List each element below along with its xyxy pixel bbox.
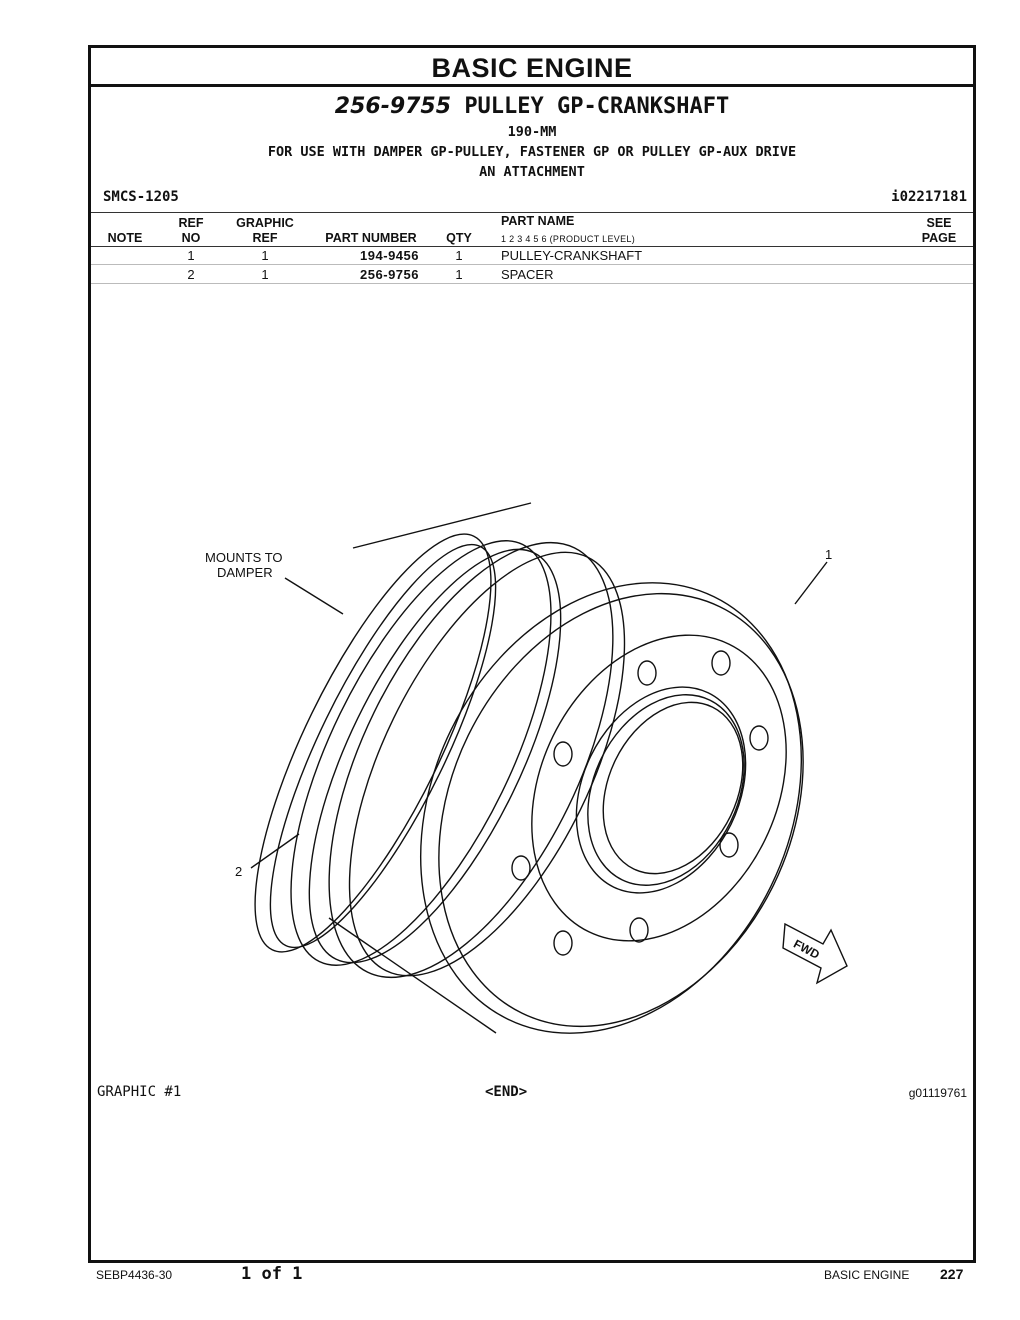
bolt-hole-7: [512, 856, 530, 880]
header-qty: QTY: [446, 231, 472, 245]
row1-part-name: PULLEY-CRANKSHAFT: [501, 248, 643, 263]
bolt-hole-8: [554, 742, 572, 766]
callout-1: 1: [825, 547, 833, 562]
callout-mounts-line2: DAMPER: [217, 565, 273, 580]
row2-ref-no: 2: [187, 267, 195, 282]
groove-rim-2: [259, 515, 612, 997]
smcs-code: SMCS-1205: [103, 189, 179, 205]
leader-mounts: [285, 578, 343, 614]
header-graphic-bottom: REF: [252, 231, 278, 245]
row2-graphic-ref: 1: [261, 267, 269, 282]
row1-ref-no: 1: [187, 248, 195, 263]
bolt-hole-4: [720, 833, 738, 857]
callout-2: 2: [235, 864, 243, 879]
bolt-hole-6: [554, 931, 572, 955]
header-part-name: PART NAME: [501, 214, 575, 228]
hub-flange: [483, 592, 835, 983]
front-face-rim: [369, 532, 873, 1068]
use-note: FOR USE WITH DAMPER GP-PULLEY, FASTENER GP OR PULLEY GP-AUX DRIVE: [267, 144, 797, 160]
attachment-note: AN ATTACHMENT: [479, 164, 585, 180]
bolt-hole-5: [630, 918, 648, 942]
group-part-number: 256-9755: [334, 94, 452, 119]
row2-part-name: SPACER: [501, 267, 554, 282]
bore-back: [576, 679, 770, 897]
bolt-hole-3: [750, 726, 768, 750]
page-frame: [88, 45, 976, 1263]
row1-part-number: 194-9456: [360, 248, 419, 263]
callout-mounts-line1: MOUNTS TO: [205, 550, 283, 565]
bore-outer: [544, 659, 779, 922]
group-size: 190-MM: [507, 124, 557, 140]
header-see-bottom: PAGE: [921, 231, 957, 245]
pulley-illustration: [91, 48, 973, 1068]
bore-inner: [557, 669, 774, 912]
graphic-id: g01119761: [908, 1086, 967, 1100]
group-name: PULLEY GP-CRANKSHAFT: [464, 94, 730, 119]
doc-number: SEBP4436-30: [96, 1268, 173, 1282]
bolt-hole-1: [638, 661, 656, 685]
page-of: 1 of 1: [241, 1264, 303, 1284]
header-ref-top: REF: [178, 216, 204, 230]
row1-graphic-ref: 1: [261, 248, 269, 263]
leader-1: [795, 562, 827, 604]
header-part-number: PART NUMBER: [325, 231, 417, 245]
groove-rim-3: [270, 501, 671, 1020]
header-note: NOTE: [107, 231, 143, 245]
header-graphic-top: GRAPHIC: [236, 216, 294, 230]
row2-part-number: 256-9756: [360, 267, 419, 282]
graphic-label: GRAPHIC #1: [97, 1084, 182, 1100]
row2-qty: 1: [455, 267, 463, 282]
header-product-levels: 1 2 3 4 5 6 (PRODUCT LEVEL): [501, 234, 635, 244]
header-see-top: SEE: [926, 216, 952, 230]
header-ref-bottom: NO: [181, 231, 201, 245]
end-marker: <END>: [485, 1084, 528, 1100]
info-id: i02217181: [891, 189, 967, 205]
bottom-profile-line: [329, 918, 496, 1033]
section-title: BASIC ENGINE: [91, 48, 973, 87]
row1-qty: 1: [455, 248, 463, 263]
bolt-hole-2: [712, 651, 730, 675]
page-number: 227: [940, 1266, 964, 1282]
footer-section: BASIC ENGINE: [824, 1268, 910, 1282]
fwd-label: FWD: [791, 936, 822, 962]
